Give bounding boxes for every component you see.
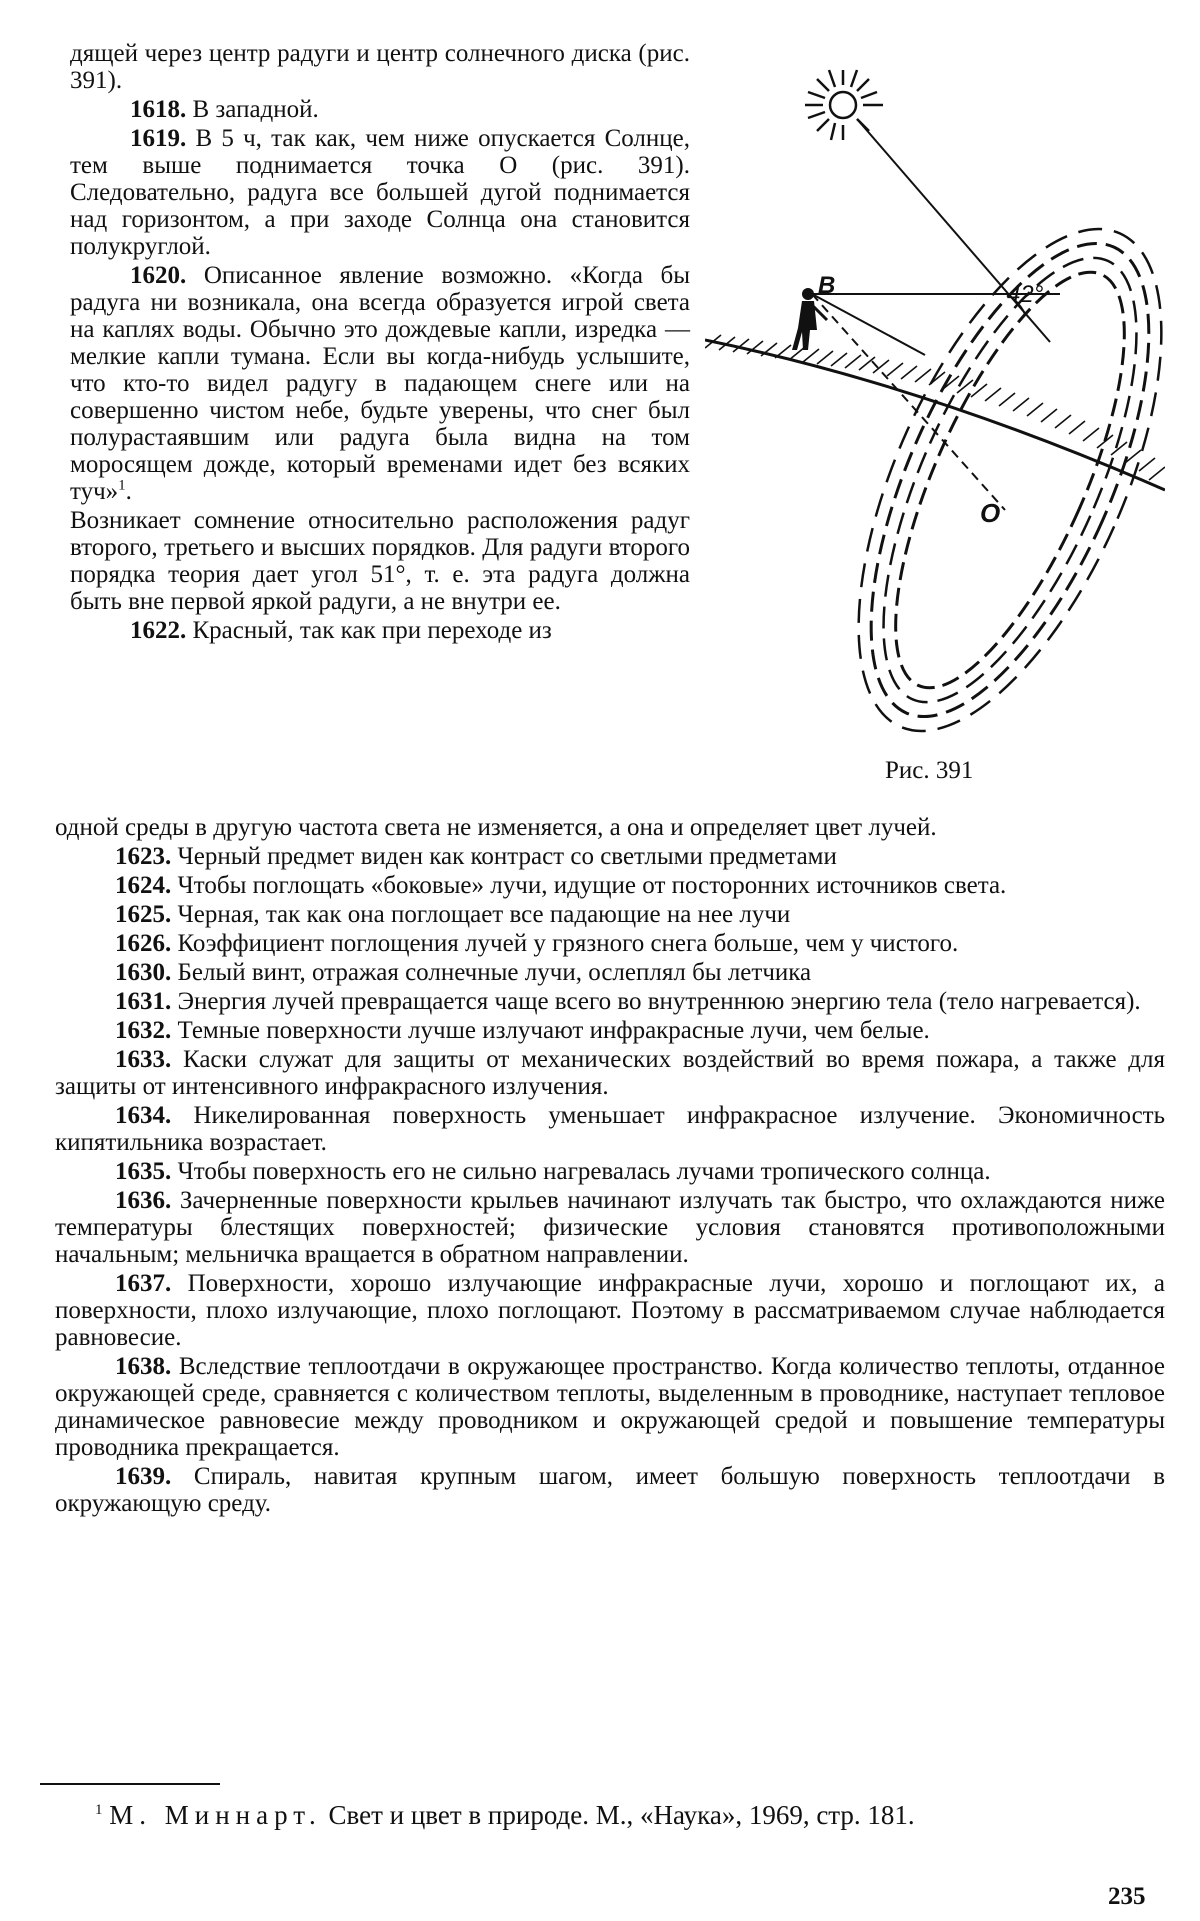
answer-text: Зачерненные поверхности крыльев начинают излучать так быстро, что охлаждаются ниже температуры блестящих поверхностей; физические условия становятся противоположными начальным; мельничка вращается в обратном направлении. — [55, 1187, 1165, 1268]
paragraph-text: дящей через центр радуги и центр солнечного диска (рис. 391). — [70, 40, 690, 94]
full-width-text — [55, 814, 1165, 1519]
sun-icon — [805, 70, 883, 140]
answer-text: Чтобы поверхность его не сильно нагревалась лучами тропического солнца. — [177, 1158, 991, 1185]
eye-to-rainbow-line — [812, 294, 925, 355]
left-column-text — [70, 40, 690, 646]
axis-line — [812, 294, 1005, 510]
footnote-ref: 1 — [118, 477, 126, 494]
figure-caption: Рис. 391 — [885, 757, 974, 784]
answer-number: 1622. — [130, 617, 187, 644]
answer-text: Черная, так как она поглощает все падающие на нее лучи — [177, 901, 791, 928]
answer-text-tail: . — [125, 478, 132, 505]
answer-number: 1624. — [115, 872, 172, 899]
answer-1630 — [55, 959, 1165, 986]
answer-text: Красный, так как при переходе из — [192, 617, 552, 644]
answer-number: 1620. — [130, 262, 187, 289]
angle-label: 42° — [1007, 281, 1044, 308]
rainbow-diagram — [705, 50, 1165, 760]
answer-text: Описанное явление возможно. «Когда бы радуга ни возникала, она всегда образуется игрой света на каплях воды. Обычно это дождевые капли, изредка — мелкие капли тумана. Если вы когда-нибудь услышите, что кто-то видел радугу в падающем снеге или на совершенно чистом небе, будьте уверены, что снег был полурастаявшим или радуга была видна на том моросящем дожде, который временами идет без всяких туч» — [70, 262, 690, 505]
answer-number: 1630. — [115, 959, 172, 986]
answer-1639 — [55, 1463, 1165, 1517]
answer-number: 1632. — [115, 1017, 172, 1044]
answer-1626 — [55, 930, 1165, 957]
answer-number: 1635. — [115, 1158, 172, 1185]
answer-1622 — [70, 617, 690, 644]
answer-1618 — [70, 96, 690, 123]
answer-number: 1618. — [130, 96, 187, 123]
answer-number: 1636. — [115, 1187, 172, 1214]
answer-text: В западной. — [192, 96, 319, 123]
rainbow-figure — [705, 50, 1165, 810]
answer-text: Поверхности, хорошо излучающие инфракрасные лучи, хорошо и поглощают их, а поверхности, плохо излучающие, плохо поглощают. Поэтому в рассматриваемом случае наблюдается равновесие. — [55, 1270, 1166, 1351]
answer-number: 1631. — [115, 988, 172, 1015]
answer-text: Каски служат для защиты от механических воздействий во время пожара, а также для защиты от интенсивного инфракрасного излучения. — [55, 1046, 1166, 1100]
answer-text: одной среды в другую частота света не изменяется, а она и определяет цвет лучей. — [55, 814, 937, 841]
answer-1619 — [70, 125, 690, 260]
answer-1622-continued — [55, 814, 1165, 841]
answer-number: 1637. — [115, 1270, 172, 1297]
answer-number: 1634. — [115, 1102, 172, 1129]
answer-text: Возникает сомнение относительно расположения радуг второго, третьего и высших порядков. Для радуги второго порядка теория дает угол 51°, т. е. эта радуга должна быть вне первой яркой радуги, а не внутри ее. — [70, 507, 690, 615]
footnote-text: Свет и цвет в природе. М., «Наука», 1969, стр. 181. — [328, 1800, 915, 1830]
answer-text: Чтобы поглощать «боковые» лучи, идущие от посторонних источников света. — [177, 872, 1007, 899]
footnote-mark: 1 — [95, 1802, 103, 1818]
answer-1635 — [55, 1158, 1165, 1185]
answer-number: 1638. — [115, 1353, 172, 1380]
answer-1638 — [55, 1353, 1165, 1461]
answer-text: Коэффициент поглощения лучей у грязного снега больше, чем у чистого. — [177, 930, 959, 957]
answer-1633 — [55, 1046, 1165, 1100]
answer-text: Черный предмет виден как контраст со светлыми предметами — [177, 843, 837, 870]
answer-text: Темные поверхности лучше излучают инфракрасные лучи, чем белые. — [177, 1017, 930, 1044]
point-b-label: B — [818, 272, 836, 299]
point-o-label: O — [980, 498, 1001, 528]
answer-1632 — [55, 1017, 1165, 1044]
answer-1624 — [55, 872, 1165, 899]
answer-text: Вследствие теплоотдачи в окружающее пространство. Когда количество теплоты, отданное окружающей среде, сравняется с количеством теплоты, выделенным в проводнике, наступает тепловое динамическое равновесие между проводником и окружающей средой и повышение температуры проводника прекращается. — [55, 1353, 1165, 1461]
answer-number: 1639. — [115, 1463, 172, 1490]
answer-1636 — [55, 1187, 1165, 1268]
answer-paragraph-continued — [70, 40, 690, 94]
answer-text: Никелированная поверхность уменьшает инфракрасное излучение. Экономичность кипятильника возрастает. — [55, 1102, 1166, 1156]
answer-text: В 5 ч, так как, чем ниже опускается Солнце, тем выше поднимается точка O (рис. 391). Следовательно, радуга все большей дугой поднимается над горизонтом, а при заходе Солнца она становится полукруглой. — [70, 125, 691, 260]
answer-number: 1623. — [115, 843, 172, 870]
answer-number: 1625. — [115, 901, 172, 928]
page-number: 235 — [1108, 1883, 1146, 1910]
answer-1620-continued — [70, 507, 690, 615]
answer-text: Спираль, навитая крупным шагом, имеет большую поверхность теплоотдачи в окружающую среду. — [55, 1463, 1166, 1517]
rainbow-bands — [796, 187, 1165, 760]
answer-number: 1619. — [130, 125, 187, 152]
footnote-author: М. Миннарт. — [109, 1800, 322, 1830]
footnote — [95, 1800, 915, 1831]
answer-number: 1633. — [115, 1046, 172, 1073]
answer-1623 — [55, 843, 1165, 870]
answer-1637 — [55, 1270, 1165, 1351]
answer-1625 — [55, 901, 1165, 928]
footnote-divider — [40, 1783, 220, 1785]
answer-text: Энергия лучей превращается чаще всего во внутреннюю энергию тела (тело нагревается). — [177, 988, 1141, 1015]
answer-1631 — [55, 988, 1165, 1015]
answer-number: 1626. — [115, 930, 172, 957]
answer-1620 — [70, 262, 690, 505]
answer-1634 — [55, 1102, 1165, 1156]
answer-text: Белый винт, отражая солнечные лучи, ослеплял бы летчика — [177, 959, 812, 986]
